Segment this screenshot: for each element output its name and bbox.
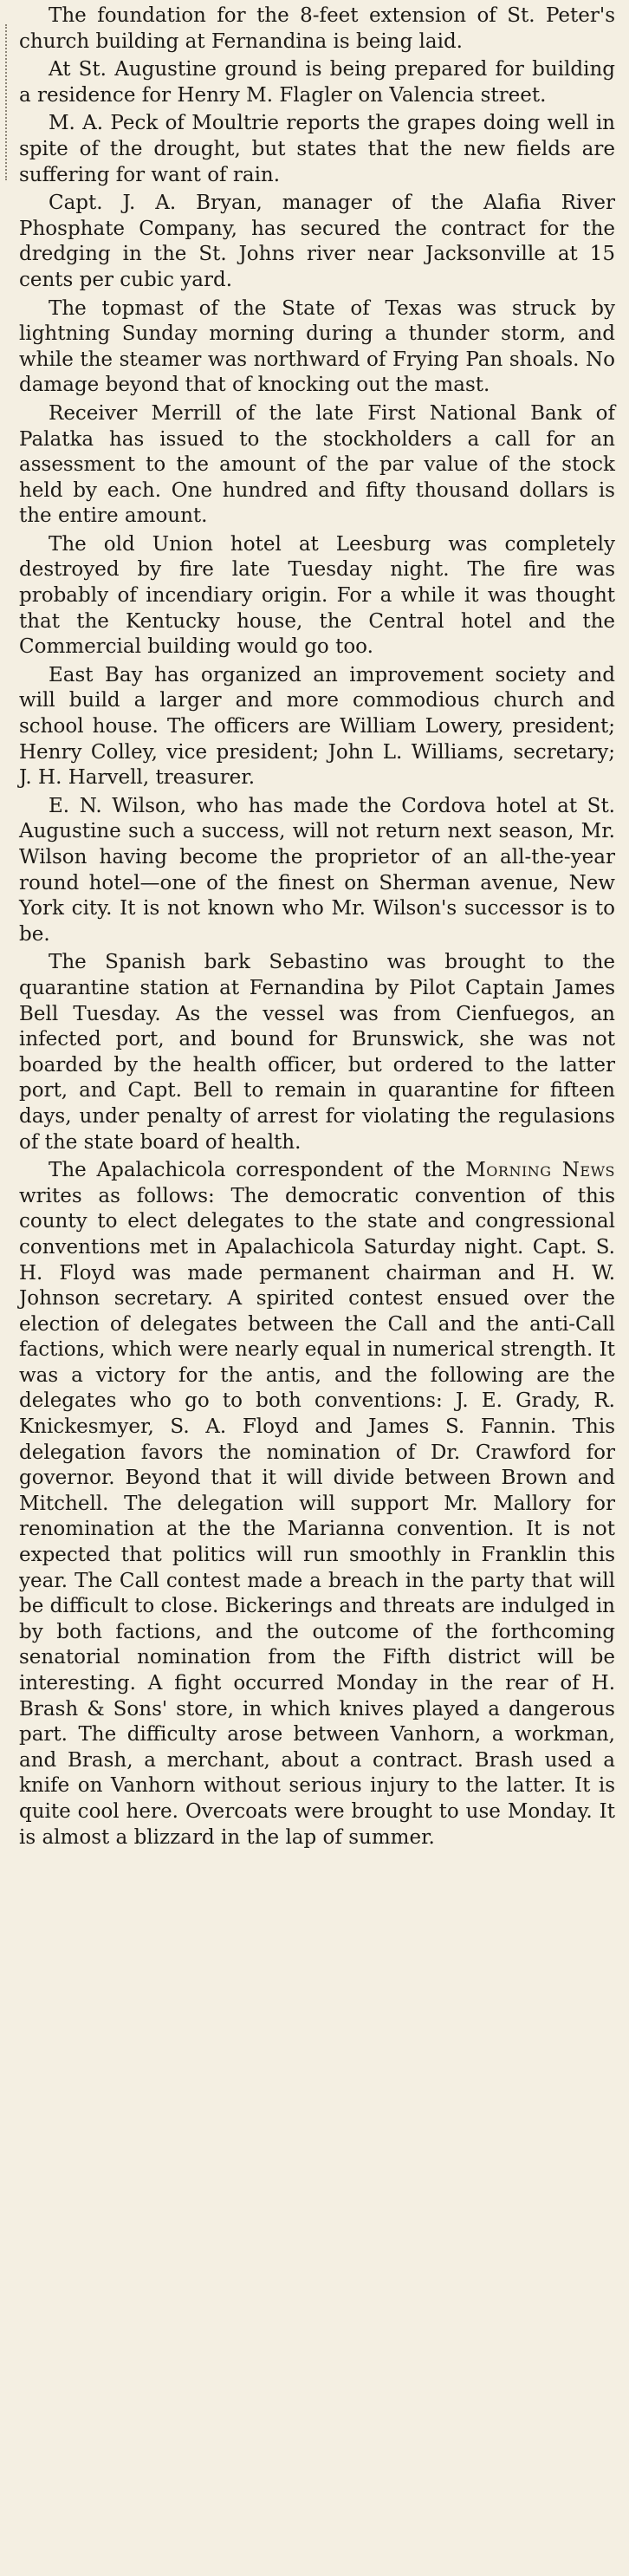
- paragraph-east-bay-society: East Bay has organized an improvement society and will build a larger and more commodious church and school house. The officers are William Lowery, president; Henry Colley, vice president; John L. Williams, secretary; J. H. Harvell, treasurer.: [19, 663, 615, 790]
- apalachicola-body: writes as follows: The democratic convention of this county to elect delegates to the state and congressional conventions met in Apalachicola Saturday night. Capt. S. H. Floyd was made permanent chairman and H. W. Johnson secretary. A spirited contest ensued over the election of delegates between the Call and the anti-Call factions, which were nearly equal in numerical strength. It was a victory for the antis, and the following are the delegates who go to both conventions: J. E. Grady, R. Knickesmyer, S. A. Floyd and James S. Fannin. This delegation favors the nomination of Dr. Crawford for governor. Beyond that it will divide between Brown and Mitchell. The delegation will support Mr. Mallory for renomination at the the Marianna convention. It is not expected that politics will run smoothly in Franklin this year. The Call contest made a breach in the party that will be difficult to close. Bickerings and threats are indulged in by both factions, and the outcome of the forthcoming senatorial nomination from the Fifth district will be interesting. A fight occurred Monday in the rear of H. Brash & Sons' store, in which knives played a dangerous part. The difficulty arose between Vanhorn, a workman, and Brash, a merchant, about a contract. Brash used a knife on Vanhorn without serious injury to the latter. It is quite cool here. Overcoats were brought to use Monday. It is almost a blizzard in the lap of summer.: [19, 1184, 615, 1849]
- paragraph-st-augustine-flagler: At St. Augustine ground is being prepared for building a residence for Henry M. Flagler on Valencia street.: [19, 58, 615, 107]
- news-column: [19, 3, 615, 1853]
- apalachicola-intro: The Apalachicola correspondent of the: [49, 1159, 466, 1182]
- paragraph-wilson-cordova: E. N. Wilson, who has made the Cordova hotel at St. Augustine such a success, will not return next season, Mr. Wilson having become the proprietor of an all-the-year round hotel—one of the finest on Sherman avenue, New York city. It is not known who Mr. Wilson's successor is to be.: [19, 794, 615, 946]
- paragraph-leesburg-fire: The old Union hotel at Leesburg was completely destroyed by fire late Tuesday night. The fire was probably of incendiary origin. For a while it was thought that the Kentucky house, the Central hotel and the Commercial building would go too.: [19, 532, 615, 659]
- paragraph-alafia-dredging: Capt. J. A. Bryan, manager of the Alafia River Phosphate Company, has secured the contract for the dredging in the St. Johns river near Jacksonville at 15 cents per cubic yard.: [19, 192, 615, 291]
- paragraph-state-of-texas-lightning: The topmast of the State of Texas was struck by lightning Sunday morning during a thunder storm, and while the steamer was northward of Frying Pan shoals. No damage beyond that of knocking out the mast.: [19, 296, 615, 397]
- page-edge-mark: [5, 24, 11, 180]
- paragraph-palatka-bank: Receiver Merrill of the late First National Bank of Palatka has issued to the stockholders a call for an assessment to the amount of the par value of the stock held by each. One hundred and fifty thousand dollars is the entire amount.: [19, 401, 615, 528]
- paragraph-fernandina-church: The foundation for the 8-feet extension of St. Peter's church building at Fernandina is being laid.: [19, 4, 615, 53]
- paragraph-moultrie-grapes: M. A. Peck of Moultrie reports the grapes doing well in spite of the drought, but states that the new fields are suffering for want of rain.: [19, 112, 615, 186]
- paragraph-apalachicola-correspondent: [19, 1158, 615, 1851]
- paragraph-sebastino-quarantine: The Spanish bark Sebastino was brought to the quarantine station at Fernandina by Pilot Captain James Bell Tuesday. As the vessel was from Cienfuegos, an infected port, and bound for Brunswick, she was not boarded by the health officer, but ordered to the latter port, and Capt. Bell to remain in quarantine for fifteen days, under penalty of arrest for violating the regulasions of the state board of health.: [19, 951, 615, 1154]
- newspaper-name: Morning News: [465, 1159, 615, 1182]
